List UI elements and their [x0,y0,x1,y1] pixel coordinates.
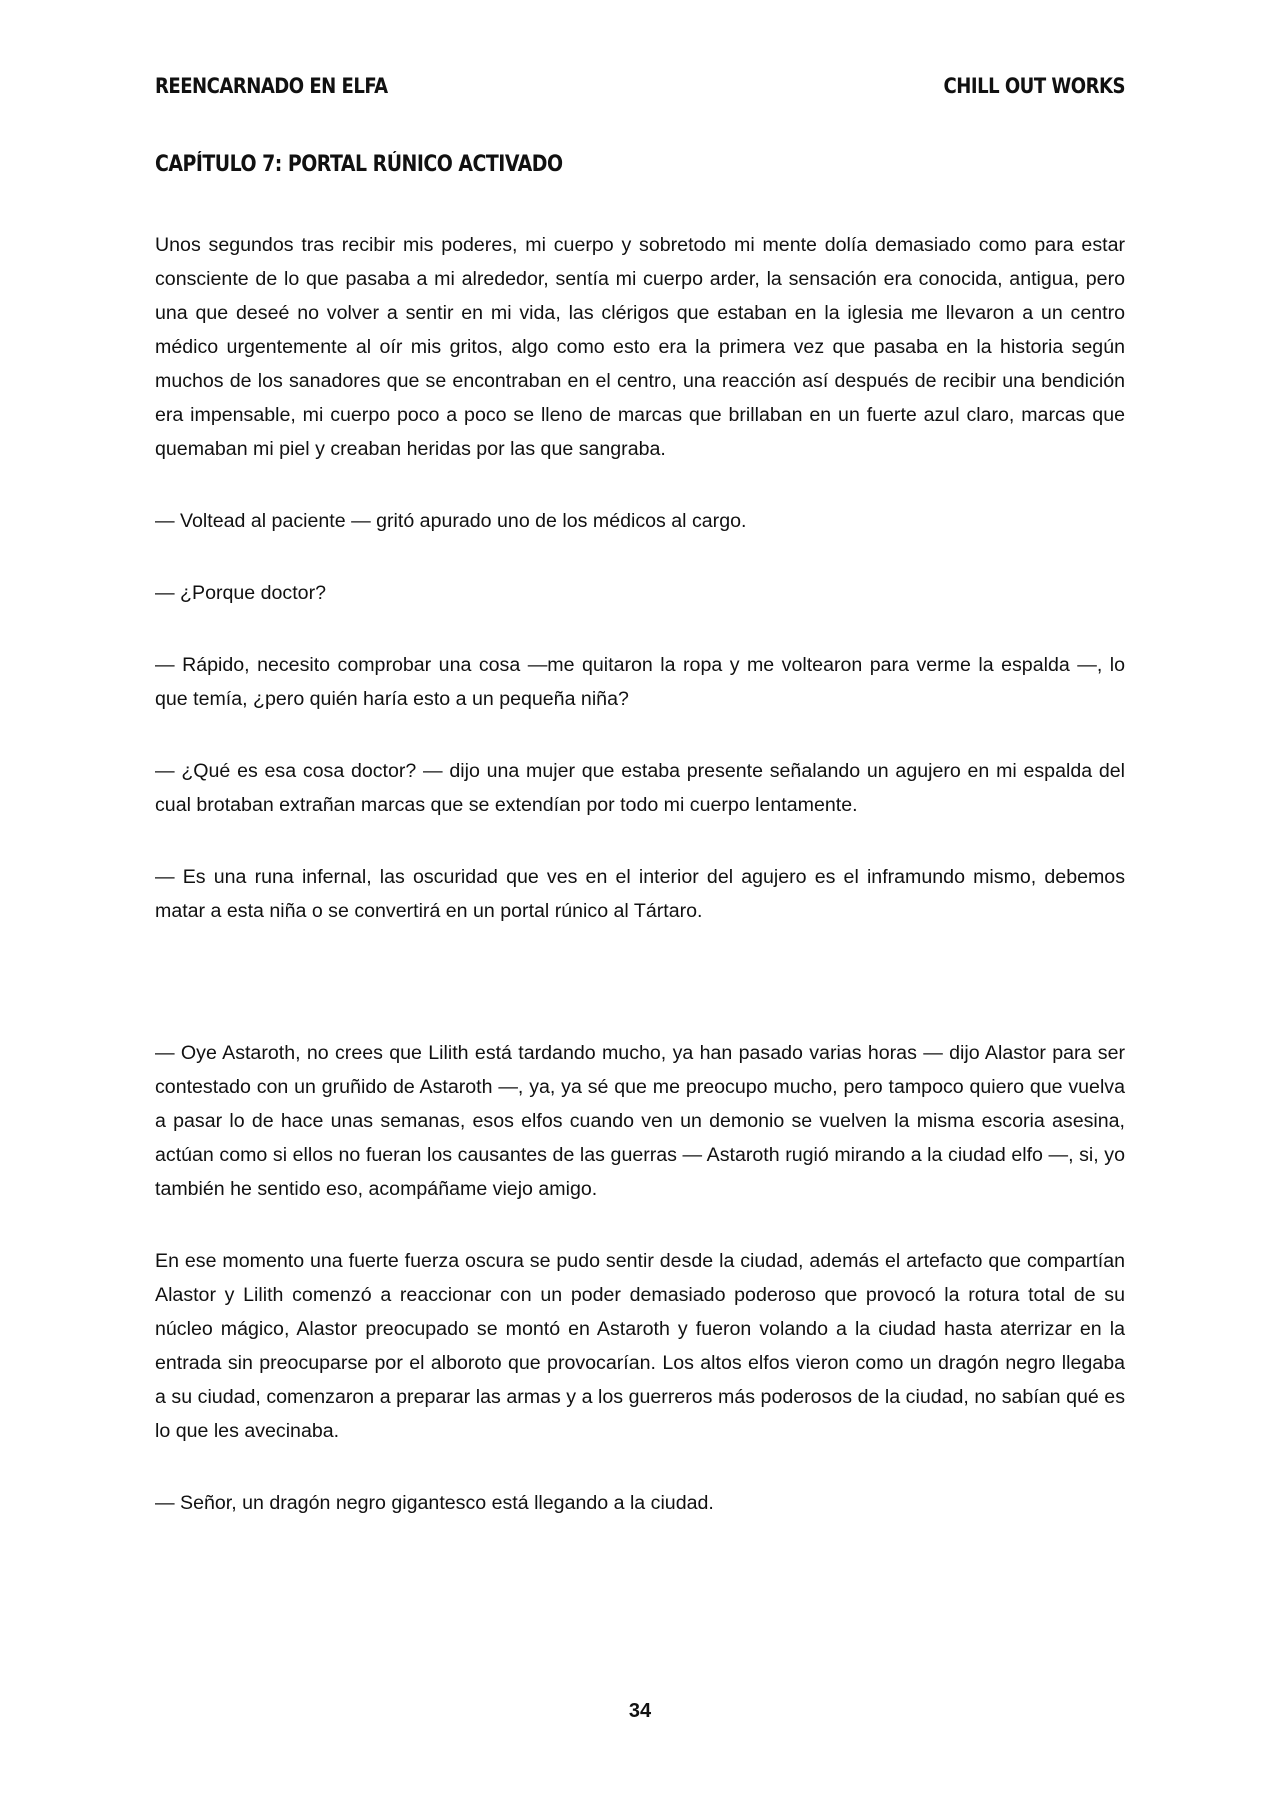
paragraph: Unos segundos tras recibir mis poderes, mi cuerpo y sobretodo mi mente dolía demasiado como para estar consciente de lo que pasaba a mi alrededor, sentía mi cuerpo arder, la sensación era conocida, antigua, pero una que deseé no volver a sentir en mi vida, las clérigos que estaban en la iglesia me llevaron a un centro médico urgentemente al oír mis gritos, algo como esto era la primera vez que pasaba en la historia según muchos de los sanadores que se encontraban en el centro, una reacción así después de recibir una bendición era impensable, mi cuerpo poco a poco se lleno de marcas que brillaban en un fuerte azul claro, marcas que quemaban mi piel y creaban heridas por las que sangraba. [155,234,1125,460]
paragraph: En ese momento una fuerte fuerza oscura se pudo sentir desde la ciudad, además el artefacto que compartían Alastor y Lilith comenzó a reaccionar con un poder demasiado poderoso que provocó la rotura total de su núcleo mágico, Alastor preocupado se montó en Astaroth y fueron volando a la ciudad hasta aterrizar en la entrada sin preocuparse por el alboroto que provocarían. Los altos elfos vieron como un dragón negro llegaba a su ciudad, comenzaron a preparar las armas y a los guerreros más poderosos de la ciudad, no sabían qué es lo que les avecinaba. [155,1250,1125,1442]
header-book-title: REENCARNADO EN ELFA [155,74,388,98]
dialogue-line: — ¿Porque doctor? [155,582,326,604]
dialogue-line: — Es una runa infernal, las oscuridad que ves en el interior del agujero es el inframundo mismo, debemos matar a esta niña o se convertirá en un portal rúnico al Tártaro. [155,866,1125,922]
dialogue-line: — Rápido, necesito comprobar una cosa —me quitaron la ropa y me voltearon para verme la espalda —, lo que temía, ¿pero quién haría esto a un pequeña niña? [155,654,1125,710]
dialogue-line: — Voltead al paciente — gritó apurado uno de los médicos al cargo. [155,510,747,532]
paragraph: — Oye Astaroth, no crees que Lilith está tardando mucho, ya han pasado varias horas — dijo Alastor para ser contestado con un gruñido de Astaroth —, ya, ya sé que me preocupo mucho, pero tampoco quiero que vuelva a pasar lo de hace unas semanas, esos elfos cuando ven un demonio se vuelven la misma escoria asesina, actúan como si ellos no fueran los causantes de las guerras — Astaroth rugió mirando a la ciudad elfo —, si, yo también he sentido eso, acompáñame viejo amigo. [155,1042,1125,1200]
running-header [155,74,1125,98]
header-publisher: CHILL OUT WORKS [943,74,1125,98]
dialogue-line: — ¿Qué es esa cosa doctor? — dijo una mujer que estaba presente señalando un agujero en mi espalda del cual brotaban extrañan marcas que se extendían por todo mi cuerpo lentamente. [155,760,1125,816]
dialogue-line: — Señor, un dragón negro gigantesco está llegando a la ciudad. [155,1492,714,1514]
page-number: 34 [628,1700,652,1722]
chapter-title: CAPÍTULO 7: PORTAL RÚNICO ACTIVADO [155,152,563,177]
body-text [155,228,1125,1558]
